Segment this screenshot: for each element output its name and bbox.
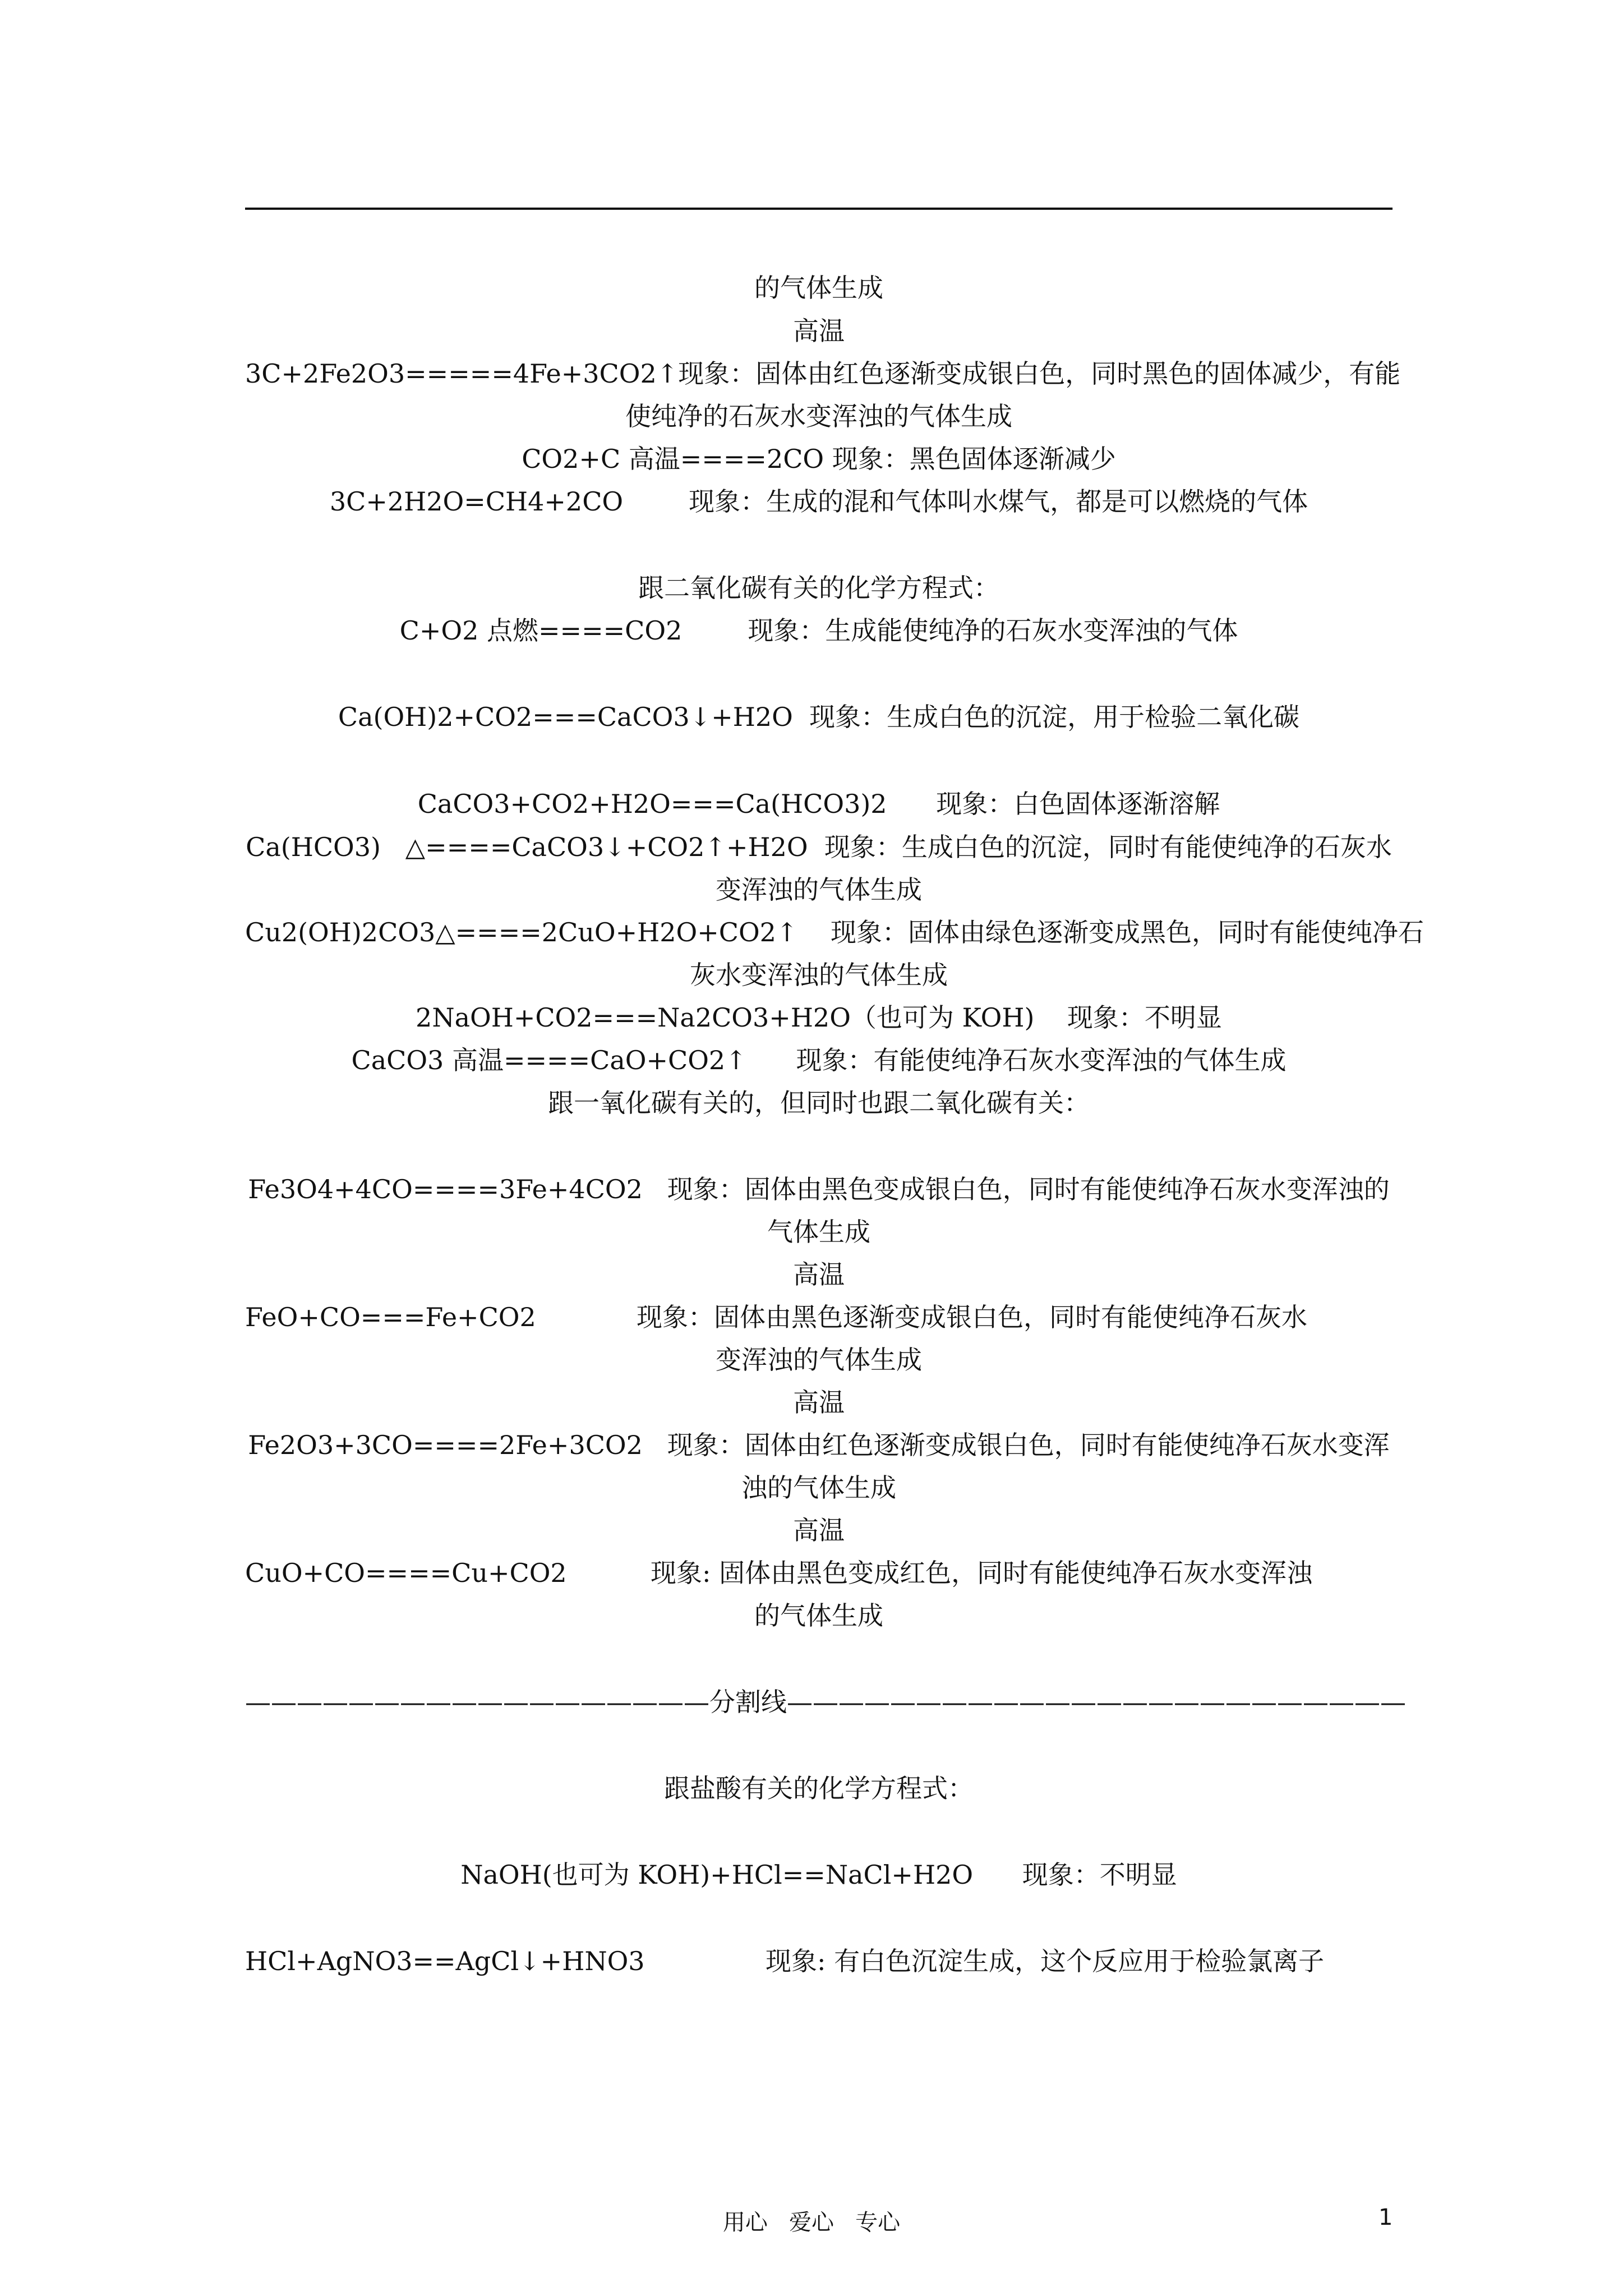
text-line: 变浑浊的气体生成 [716,1345,922,1375]
text-line: C+O2 点燃====CO2 现象：生成能使纯净的石灰水变浑浊的气体 [399,615,1238,646]
text-line: 2NaOH+CO2===Na2CO3+H2O（也可为 KOH) 现象：不明显 [416,1002,1222,1033]
text-line: CaCO3 高温====CaO+CO2↑ 现象：有能使纯净石灰水变浑浊的气体生成 [351,1045,1287,1075]
text-line: 变浑浊的气体生成 [716,875,922,905]
page-number: 1 [1378,2205,1393,2230]
text-line: 高温 [793,1387,845,1418]
equation-text: HCl+AgNO3==AgCl↓+HNO3 [245,1946,645,1976]
text-line: CO2+C 高温====2CO 现象：黑色固体逐渐减少 [522,444,1116,474]
text-line: Ca(OH)2+CO2===CaCO3↓+H2O 现象：生成白色的沉淀，用于检验二氧化碳 [338,702,1300,732]
divider-line: ——————————————————分割线———————————————————————— [245,1687,1406,1717]
text-line: 高温 [793,316,845,346]
text-line: 的气体生成 [754,273,883,303]
section-heading: 跟一氧化碳有关的，但同时也跟二氧化碳有关： [548,1088,1090,1118]
text-line: Cu2(OH)2CO3△====2CuO+H2O+CO2↑ 现象：固体由绿色逐渐变成黑色，同时有能使纯净石 [245,917,1424,947]
text-line: 浊的气体生成 [741,1473,896,1503]
section-heading: 跟盐酸有关的化学方程式： [664,1773,974,1803]
phenomenon-text: 现象: 有白色沉淀生成，这个反应用于检验氯离子 [766,1946,1325,1976]
text-line: CaCO3+CO2+H2O===Ca(HCO3)2 现象：白色固体逐渐溶解 [417,789,1220,819]
section-heading: 跟二氧化碳有关的化学方程式： [638,573,999,603]
text-line: 灰水变浑浊的气体生成 [690,960,948,990]
text-line: 气体生成 [767,1217,870,1247]
text-line: 3C+2H2O=CH4+2CO 现象：生成的混和气体叫水煤气，都是可以燃烧的气体 [329,486,1308,517]
text-line: 使纯净的石灰水变浑浊的气体生成 [625,401,1012,431]
page-footer: 用心 爱心 专心 [722,2210,901,2235]
text-line: 高温 [793,1259,845,1290]
text-line: 高温 [793,1515,845,1545]
text-line: Fe2O3+3CO====2Fe+3CO2 现象：固体由红色逐渐变成银白色，同时有能使纯净石灰水变浑 [248,1430,1390,1460]
equation-text: FeO+CO===Fe+CO2 [245,1302,536,1332]
phenomenon-text: 现象: 固体由黑色变成红色，同时有能使纯净石灰水变浑浊 [651,1558,1313,1588]
text-line: 的气体生成 [754,1600,883,1631]
text-line: NaOH(也可为 KOH)+HCl==NaCl+H2O 现象：不明显 [460,1860,1177,1890]
header-rule [245,208,1393,210]
equation-text: CuO+CO====Cu+CO2 [245,1558,567,1588]
text-line: Ca(HCO3) △====CaCO3↓+CO2↑+H2O 现象：生成白色的沉淀，同时有能使纯净的石灰水 [246,832,1392,862]
text-line: 3C+2Fe2O3=====4Fe+3CO2↑现象：固体由红色逐渐变成银白色，同时黑色的固体减少，有能 [245,358,1401,389]
phenomenon-text: 现象：固体由黑色逐渐变成银白色，同时有能使纯净石灰水 [637,1302,1307,1332]
text-line: Fe3O4+4CO====3Fe+4CO2 现象：固体由黑色变成银白色，同时有能使纯净石灰水变浑浊的 [248,1174,1390,1204]
